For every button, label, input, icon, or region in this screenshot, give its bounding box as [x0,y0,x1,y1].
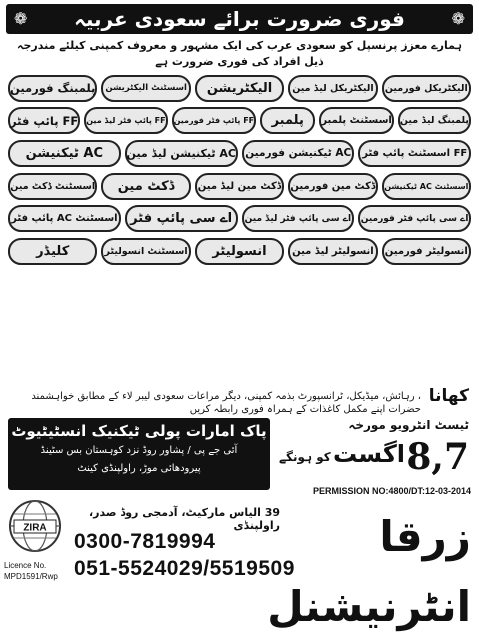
job-title: الیکٹریکل فورمین [382,75,471,102]
benefits-label: کھانا [428,386,469,406]
phone-mobile: 0300-7819994 [74,530,216,553]
job-title: FF اسسٹنٹ پائپ فٹر [358,140,471,167]
header-banner [6,4,473,34]
job-title: انسولیٹر لیڈ مین [288,238,377,265]
permission-number: PERMISSION NO:4800/DT:12-03-2014 [312,486,471,496]
job-title: FF پائپ فٹر [8,107,80,134]
institute-address-1: آئی جے پی / پشاور روڈ نزد کوہستان بس سٹینڈ [40,445,238,456]
job-row [6,202,473,235]
job-title: الیکٹریکل لیڈ مین [288,75,377,102]
phone-landline: 051-5524029/5519509 [74,557,295,580]
job-title: AC ٹیکنیشن لیڈ مین [125,140,238,167]
job-title: اسسٹنٹ AC ٹیکنیشن [382,173,471,200]
interview-month: اگست [332,440,405,468]
company-name: زرقا انٹرنیشنل [267,512,471,631]
institute-box [8,418,270,490]
intro-text: ہمارے معزز پرنسپل کو سعودی عرب کی ایک مشہور و معروف کمپنی کیلئے مندرجہ ذیل افراد کی فوری ضرورت ہے [17,39,462,68]
job-title: اسسٹنٹ ڈکٹ مین [8,173,97,200]
job-title: FF پائپ فٹر لیڈ مین [84,107,167,134]
job-title: ڈکٹ مین [101,173,190,200]
job-row [6,105,473,138]
job-title: اسسٹنٹ الیکٹریشن [101,75,190,102]
job-row [6,72,473,105]
job-title: AC ٹیکنیشن [8,140,121,167]
ornament-icon: ❁ [451,9,465,28]
job-title: AC ٹیکنیشن فورمین [242,140,355,167]
institute-name: پاک امارات پولی ٹیکنیک انسٹیٹیوٹ [11,422,267,440]
job-row [6,235,473,268]
job-title: الیکٹریشن [195,75,284,102]
job-row [6,170,473,203]
interview-heading: ٹیسٹ انٹرویو مورخہ [348,418,469,432]
job-title: ڈکٹ مین فورمین [288,173,377,200]
job-title: اے سی پائپ فٹر فورمین [358,205,471,232]
job-row [6,137,473,170]
job-title: پلمبنگ لیڈ مین [398,107,471,134]
licence-label: Licence No. [4,561,47,570]
interview-days: 8,7 [406,436,469,478]
benefits [6,384,473,414]
job-title: FF پائپ فٹر فورمین [172,107,257,134]
job-title: انسولیٹر فورمین [382,238,471,265]
licence-number: MPD1591/Rwp [4,572,58,581]
job-title: اے سی پائپ فٹر لیڈ مین [242,205,355,232]
job-title: ڈکٹ مین لیڈ مین [195,173,284,200]
job-title: پلمبنگ فورمین [8,75,97,102]
ornament-icon: ❁ [14,9,28,28]
job-title: اسسٹنٹ انسولیٹر [101,238,190,265]
zira-globe-logo [6,496,64,558]
logo-text: ZIRA [23,522,47,534]
job-title: اسسٹنٹ AC پائپ فٹر [8,205,121,232]
company-address: 39 الیاس مارکیٹ، آدمجی روڈ صدر، راولپنڈی [89,506,280,532]
interview-date [275,436,471,482]
page-title: فوری ضرورت برائے سعودی عربیہ [74,7,405,31]
interview-suffix: کو ہونگے [279,450,331,464]
institute-address-2: پیرودھائی موڑ، راولپنڈی کینٹ [77,463,201,474]
job-title: اے سی پائپ فٹر [125,205,238,232]
licence [4,560,58,582]
job-title: پلمبر [260,107,315,134]
job-title: کلیڈر [8,238,97,265]
job-title: اسسٹنٹ پلمبر [319,107,394,134]
job-title: انسولیٹر [195,238,284,265]
benefits-text: ، رہائش، میڈیکل، ٹرانسپورٹ بذمہ کمپنی، دیگر مراعات سعودی لیبر لاء کے مطابق خواہشمند حضرات اپنے مکمل کاغذات کے ہمراہ فوری رابطہ کریں [31,391,421,415]
jobs-grid [6,72,473,268]
